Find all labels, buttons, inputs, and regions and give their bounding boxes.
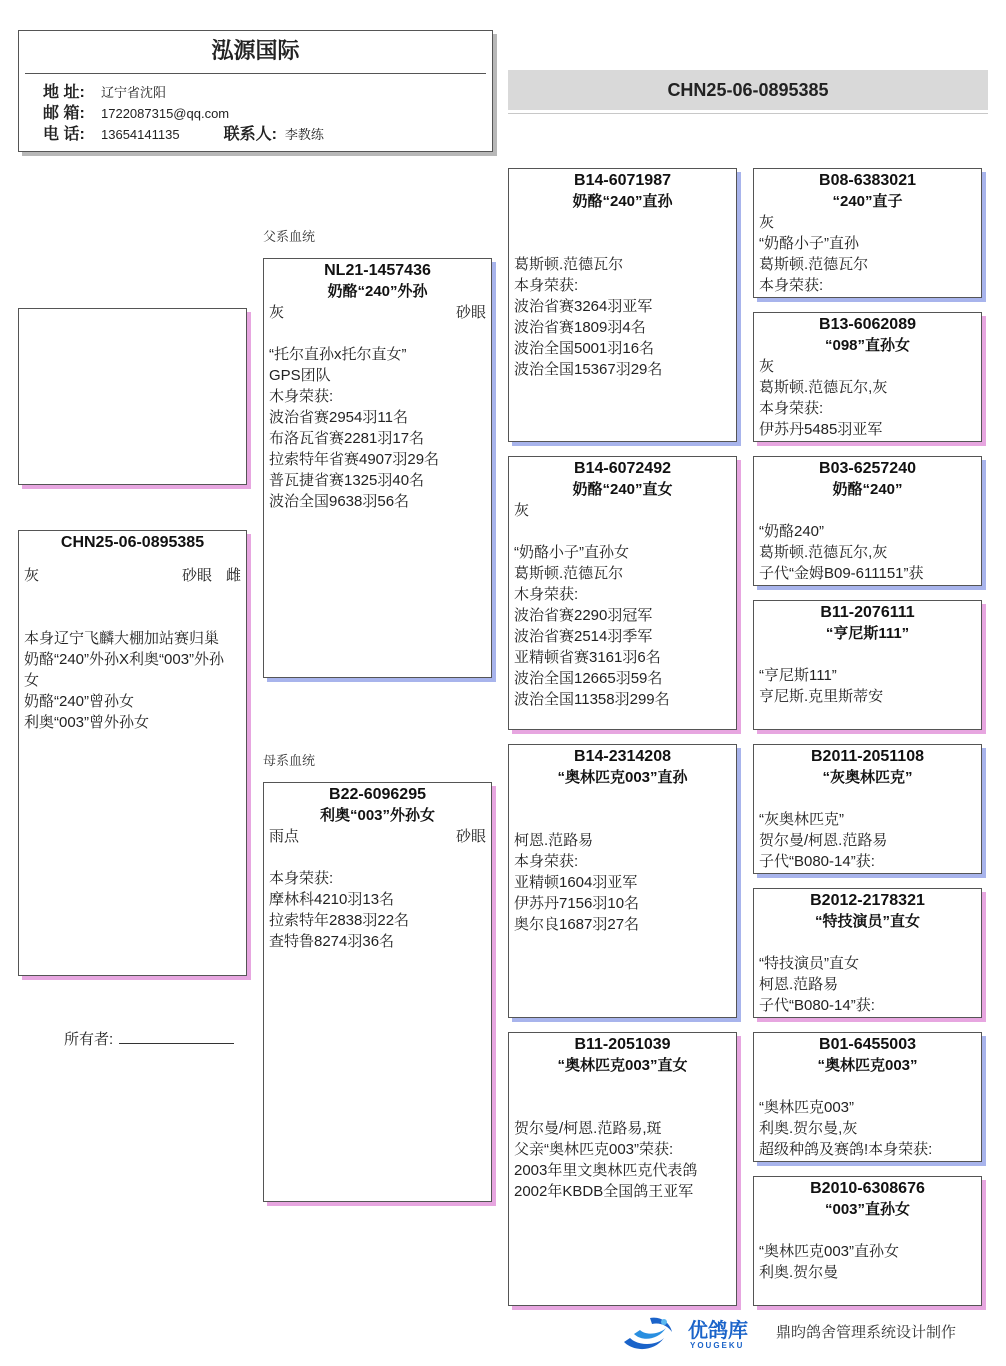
note-line — [269, 323, 486, 344]
ggp-card — [753, 168, 982, 298]
pigeon-photo-frame — [18, 308, 247, 485]
note-line — [514, 788, 731, 809]
note-line: “奶酪240” — [759, 523, 825, 540]
note-line — [514, 233, 731, 254]
note-line — [514, 1076, 731, 1097]
contact-info — [19, 74, 492, 145]
note-line — [514, 521, 731, 542]
note-line — [514, 809, 731, 830]
sire-notes — [269, 323, 486, 512]
note-line: “奥林匹克003”直孙女 — [759, 1243, 900, 1260]
note-line: 波治省赛2954羽11名 — [269, 409, 408, 426]
note-line: 奶酪“240”外孙X利奥“003”外孙 — [24, 651, 225, 668]
ring-banner: CHN25-06-0895385 — [508, 70, 988, 110]
note-line: 本身荣获: — [759, 400, 824, 417]
gp-notes — [514, 212, 731, 380]
note-line: 本身荣获: — [514, 277, 579, 294]
note-line: 普瓦捷省赛1325羽40名 — [269, 472, 425, 489]
sire-card — [263, 258, 492, 678]
ggp-notes — [759, 788, 976, 872]
subject-eye: 砂眼 — [181, 567, 212, 584]
note-line: 木身荣获: — [514, 586, 579, 603]
note-line: 本身荣获: — [514, 853, 579, 870]
note-line: 利奥.贺尔曼,灰 — [759, 1120, 858, 1137]
brand-name-en: YOUGEKU — [690, 1341, 745, 1350]
gp-ring: B14-6072492 — [574, 460, 671, 477]
ggp-card — [753, 600, 982, 730]
note-line: 贺尔曼/柯恩.范路易,斑 — [514, 1120, 662, 1137]
note-line: 波治省赛3264羽亚军 — [514, 298, 653, 315]
ggp-notes — [759, 500, 976, 584]
note-line: 柯恩.范路易 — [514, 832, 594, 849]
note-line: GPS团队 — [269, 367, 331, 384]
note-line — [759, 1220, 976, 1241]
subject-ring: CHN25-06-0895385 — [60, 534, 205, 551]
ggp-title: “灰奥林匹克” — [822, 769, 913, 786]
owner-blank-line — [119, 1029, 234, 1044]
gp-notes — [514, 788, 731, 935]
grandsire-maternal-card — [508, 744, 737, 1018]
ggp-notes — [759, 356, 976, 440]
note-line — [759, 932, 976, 953]
note-line — [514, 1097, 731, 1118]
brand-name: 优鸽库 — [688, 1320, 748, 1342]
note-line: 2003年里文奥林匹克代表鸽 — [514, 1162, 698, 1179]
note-line: 女 — [24, 672, 40, 689]
sire-eye: 砂眼 — [455, 304, 486, 321]
contact-value: 李教练 — [284, 127, 324, 142]
ggp-ring: B11-2076111 — [820, 604, 915, 621]
note-line: “灰奥林匹克” — [759, 811, 844, 828]
note-line: 拉索特年2838羽22名 — [269, 912, 410, 929]
ggp-title: “奥林匹克003” — [817, 1057, 918, 1074]
contact-label: 联系人: — [223, 126, 277, 143]
maker-credit: 鼎昀鸽舍管理系统设计制作 — [776, 1324, 957, 1341]
ggp-title: “亨尼斯111” — [825, 625, 910, 642]
ggp-card — [753, 1176, 982, 1306]
ggp-title: “003”直孙女 — [824, 1201, 911, 1218]
note-line: 波治全国12665羽59名 — [514, 670, 663, 687]
ggp-title: “240”直子 — [832, 193, 903, 210]
gp-ring: B14-2314208 — [574, 748, 671, 765]
note-line: 子代“B080-14”获: — [759, 853, 875, 870]
note-line: “亨尼斯111” — [759, 667, 837, 684]
note-line: “奥林匹克003” — [759, 1099, 855, 1116]
granddam-paternal-card — [508, 456, 737, 730]
footer — [620, 1312, 990, 1356]
note-line: 本身荣获: — [759, 277, 824, 294]
sire-title: 奶酪“240”外孙 — [327, 283, 428, 300]
note-line: 2002年KBDB全国鸽王亚军 — [514, 1183, 694, 1200]
note-line: 波治省赛1809羽4名 — [514, 319, 646, 336]
subject-notes — [24, 628, 241, 733]
address-label: 地 址: — [43, 84, 85, 101]
sire-color: 灰 — [269, 304, 285, 321]
note-line — [759, 644, 976, 665]
note-line: 葛斯顿.范德瓦尔 — [514, 565, 624, 582]
note-line: 奥尔良1687羽27名 — [514, 916, 640, 933]
gp-ring: B14-6071987 — [574, 172, 671, 189]
subject-color: 灰 — [24, 567, 40, 584]
loft-header — [18, 30, 493, 152]
note-line — [269, 847, 486, 868]
note-line: 波治全国11358羽299名 — [514, 691, 670, 708]
gp-title: “奥林匹克003”直孙 — [557, 769, 688, 786]
note-line: 波治省赛2290羽冠军 — [514, 607, 653, 624]
note-line: 葛斯顿.范德瓦尔 — [759, 256, 869, 273]
note-line: 波治全国15367羽29名 — [514, 361, 663, 378]
note-line: 利奥.贺尔曼 — [759, 1264, 839, 1281]
note-line: 父亲“奥林匹克003”荣获: — [514, 1141, 674, 1158]
ggp-notes — [759, 212, 976, 296]
ggp-card — [753, 456, 982, 586]
note-line — [759, 500, 976, 521]
address-value: 辽宁省沈阳 — [101, 85, 167, 100]
note-line: 拉索特年省赛4907羽29名 — [269, 451, 440, 468]
ggp-notes — [759, 644, 976, 707]
ggp-ring: B2012-2178321 — [810, 892, 925, 909]
owner-field — [64, 1028, 234, 1049]
note-line: 亨尼斯.克里斯蒂安 — [759, 688, 884, 705]
gp-notes — [514, 500, 731, 710]
note-line: 查特鲁8274羽36名 — [269, 933, 395, 950]
ggp-ring: B03-6257240 — [819, 460, 916, 477]
dam-eye: 砂眼 — [455, 828, 486, 845]
loft-name: 泓源国际 — [25, 31, 486, 74]
note-line: 木身荣获: — [269, 388, 334, 405]
dam-title: 利奥“003”外孙女 — [319, 807, 436, 824]
phone-value: 13654141135 — [101, 127, 180, 142]
granddam-maternal-card — [508, 1032, 737, 1306]
ggp-ring: B13-6062089 — [819, 316, 916, 333]
dam-line-label: 母系血统 — [263, 753, 316, 768]
ggp-title: 奶酪“240” — [832, 481, 903, 498]
note-line: “托尔直孙x托尔直女” — [269, 346, 407, 363]
subject-card — [18, 530, 247, 976]
gp-ring: B11-2051039 — [574, 1036, 671, 1053]
gp-title: 奶酪“240”直孙 — [572, 193, 673, 210]
ggp-ring: B2011-2051108 — [811, 748, 924, 765]
note-line: 布洛瓦省赛2281羽17名 — [269, 430, 425, 447]
note-line: 本身辽宁飞麟大棚加站赛归巢 — [24, 630, 220, 647]
dam-notes — [269, 847, 486, 952]
gp-notes — [514, 1076, 731, 1202]
note-line: 灰 — [759, 214, 775, 231]
note-line — [759, 788, 976, 809]
email-label: 邮 箱: — [43, 105, 85, 122]
ggp-card — [753, 888, 982, 1018]
note-line: “奶酪小子”直孙女 — [514, 544, 629, 561]
note-line: 奶酪“240”曾孙女 — [24, 693, 135, 710]
note-line: 波治全国9638羽56名 — [269, 493, 410, 510]
ggp-ring: B01-6455003 — [819, 1036, 916, 1053]
grandsire-paternal-card — [508, 168, 737, 442]
note-line: 柯恩.范路易 — [759, 976, 839, 993]
gp-title: “奥林匹克003”直女 — [557, 1057, 688, 1074]
note-line: 伊苏丹7156羽10名 — [514, 895, 640, 912]
ggp-notes — [759, 932, 976, 1016]
note-line: 波治省赛2514羽季军 — [514, 628, 653, 645]
sire-ring: NL21-1457436 — [324, 262, 431, 279]
note-line: 灰 — [759, 358, 775, 375]
note-line: 子代“B080-14”获: — [759, 997, 875, 1014]
note-line: 灰 — [514, 502, 530, 519]
note-line: 本身荣获: — [269, 870, 334, 887]
ggp-ring: B2010-6308676 — [810, 1180, 925, 1197]
dam-card — [263, 782, 492, 1202]
note-line: 子代“金姆B09-611151”获 — [759, 565, 924, 582]
ggp-card — [753, 744, 982, 874]
sire-line-label: 父系血统 — [263, 229, 316, 244]
phone-label: 电 话: — [43, 126, 85, 143]
owner-label: 所有者: — [64, 1031, 114, 1048]
note-line: 亚精顿省赛3161羽6名 — [514, 649, 661, 666]
ggp-card — [753, 1032, 982, 1162]
note-line: 伊苏丹5485羽亚军 — [759, 421, 883, 438]
ggp-ring: B08-6383021 — [819, 172, 916, 189]
note-line: 利奥“003”曾外孙女 — [24, 714, 150, 731]
note-line — [514, 212, 731, 233]
note-line: 摩林科4210羽13名 — [269, 891, 395, 908]
note-line: 亚精顿1604羽亚军 — [514, 874, 638, 891]
note-line: 葛斯顿.范德瓦尔 — [514, 256, 624, 273]
banner-divider — [508, 113, 988, 114]
subject-sex: 雌 — [225, 567, 241, 584]
note-line: 葛斯顿.范德瓦尔,灰 — [759, 379, 888, 396]
dam-color: 雨点 — [269, 828, 300, 845]
note-line: 贺尔曼/柯恩.范路易 — [759, 832, 888, 849]
brand-logo-icon — [620, 1312, 682, 1354]
email-value: 1722087315@qq.com — [101, 106, 230, 121]
note-line: 葛斯顿.范德瓦尔,灰 — [759, 544, 888, 561]
ggp-title: “特技演员”直女 — [814, 913, 920, 930]
ggp-title: “098”直孙女 — [824, 337, 911, 354]
note-line — [759, 1076, 976, 1097]
note-line: “特技演员”直女 — [759, 955, 859, 972]
ggp-notes — [759, 1220, 976, 1283]
gp-title: 奶酪“240”直女 — [572, 481, 673, 498]
ggp-card — [753, 312, 982, 442]
note-line: 超级种鸽及赛鸽!本身荣获: — [759, 1141, 933, 1158]
note-line: 波治全国5001羽16名 — [514, 340, 655, 357]
dam-ring: B22-6096295 — [329, 786, 426, 803]
note-line: “奶酪小子”直孙 — [759, 235, 859, 252]
ggp-notes — [759, 1076, 976, 1160]
